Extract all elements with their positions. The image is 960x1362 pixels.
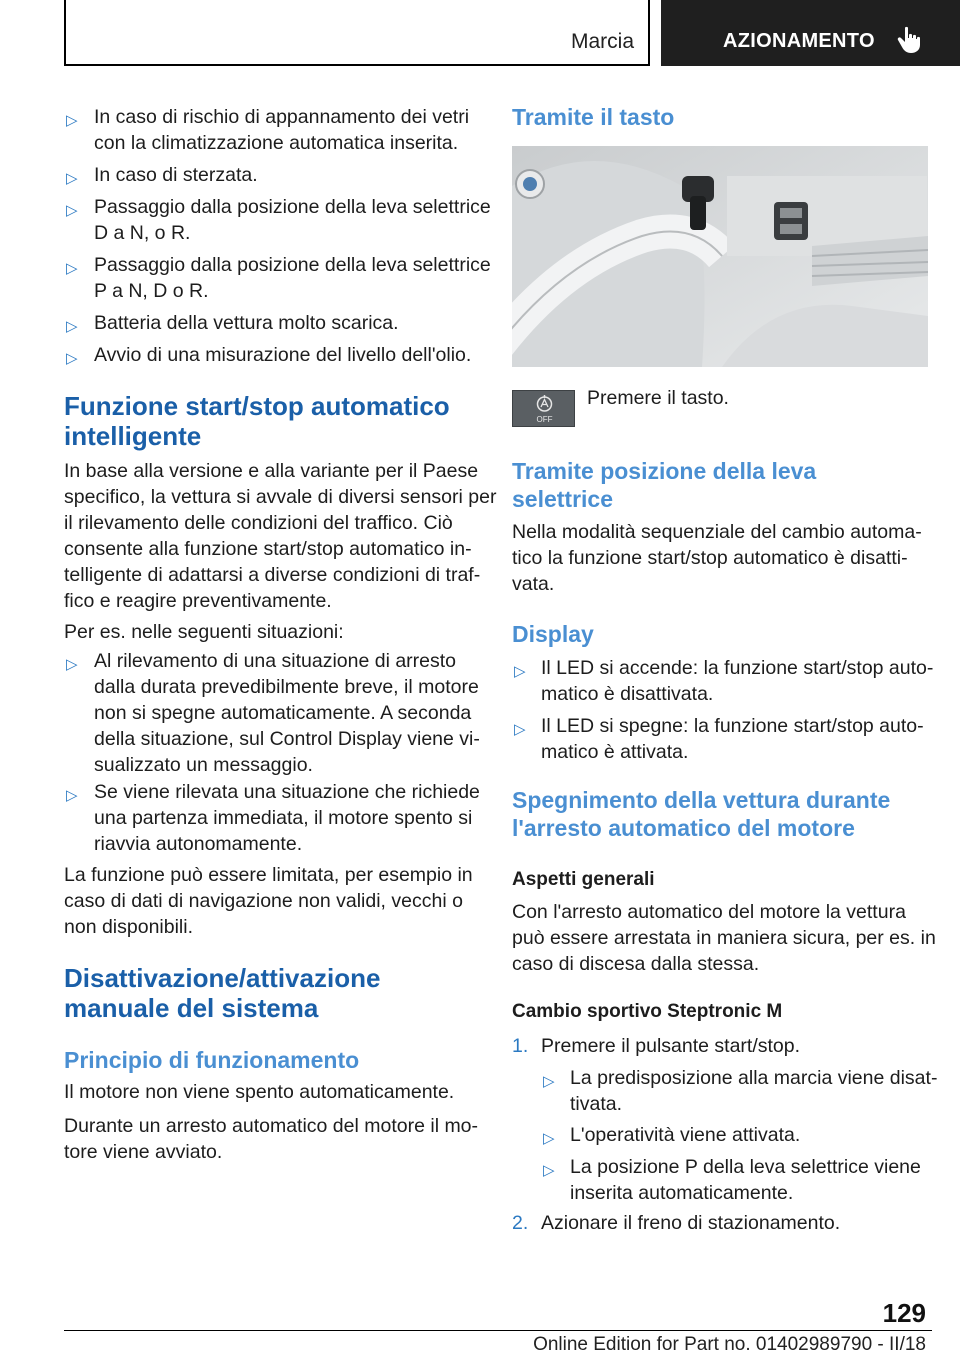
left-bullet-item: D a N, o R. [94, 222, 191, 244]
footer-rule [64, 1330, 932, 1331]
paragraph-lever: tico la funzione start/stop automatico è disatti- [512, 547, 908, 569]
paragraph-lever: vata. [512, 573, 555, 595]
header-left-rule [64, 0, 66, 66]
paragraph-intro: fico e reagire preventivamente. [64, 590, 332, 612]
situation-bullet-item: sualizzato un messaggio. [94, 754, 313, 776]
page-number: 129 [882, 1298, 926, 1328]
paragraph-intro: telligente di adattarsi a diverse condizioni di traf- [64, 564, 481, 586]
subheading-via-lever: selettrice [512, 486, 614, 512]
display-bullet-item: Il LED si accende: la funzione start/stop auto- [541, 657, 934, 679]
subheading-general: Aspetti generali [512, 869, 655, 890]
header-rule [64, 64, 650, 66]
bullet-triangle-icon: ▷ [543, 1130, 555, 1147]
left-bullet-item: con la climatizzazione automatica inserita. [94, 132, 459, 154]
bullet-triangle-icon: ▷ [66, 318, 78, 335]
paragraph-lever: Nella modalità sequenziale del cambio automa- [512, 521, 922, 543]
subheading-shutdown: Spegnimento della vettura durante [512, 787, 891, 813]
bullet-triangle-icon: ▷ [66, 202, 78, 219]
header-right-rule [648, 0, 650, 66]
bullet-triangle-icon: ▷ [514, 663, 526, 680]
header-chapter-tab[interactable] [661, 0, 960, 66]
paragraph-general: può essere arrestata in maniera sicura, per es. in [512, 927, 936, 949]
display-bullet-item: matico è disattivata. [541, 683, 714, 705]
paragraph-limitations: La funzione può essere limitata, per esempio in [64, 864, 473, 886]
situation-bullet-item: riavvia autonomamente. [94, 833, 303, 855]
step-sub-bullet-item: tivata. [570, 1093, 623, 1115]
step-sub-bullet-item: La posizione P della leva selettrice viene [570, 1156, 921, 1178]
subheading-via-button: Tramite il tasto [512, 104, 675, 130]
paragraph-general: Con l'arresto automatico del motore la vettura [512, 901, 906, 923]
footer-edition: Online Edition for Part no. 01402989790 - II/18 [533, 1334, 926, 1355]
situation-bullet-item: Al rilevamento di una situazione di arresto [94, 650, 457, 672]
svg-text:OFF: OFF [536, 415, 553, 424]
paragraph-principle-2: Durante un arresto automatico del motore il mo- [64, 1115, 479, 1137]
left-bullet-item: In caso di rischio di appannamento dei vetri [94, 106, 470, 128]
subheading-display: Display [512, 621, 594, 647]
step-text: Azionare il freno di stazionamento. [541, 1212, 841, 1234]
left-bullet-item: Passaggio dalla posizione della leva selettrice [94, 254, 491, 276]
paragraph-principle-1: Il motore non viene spento automaticamente. [64, 1081, 455, 1103]
section-heading-manual: manuale del sistema [64, 993, 319, 1023]
bullet-triangle-icon: ▷ [66, 170, 78, 187]
subheading-via-lever: Tramite posizione della leva [512, 458, 817, 484]
bullet-triangle-icon: ▷ [66, 787, 78, 804]
bullet-triangle-icon: ▷ [66, 350, 78, 367]
start-stop-off-button-icon [512, 390, 575, 427]
display-bullet-item: Il LED si spegne: la funzione start/stop auto- [541, 715, 924, 737]
step-sub-bullet-item: La predisposizione alla marcia viene disat- [570, 1067, 938, 1089]
section-heading-manual: Disattivazione/attivazione [64, 963, 381, 993]
display-bullet-item: matico è attivata. [541, 741, 689, 763]
paragraph-press-button: Premere il tasto. [587, 387, 729, 409]
left-bullet-item: Batteria della vettura molto scarica. [94, 312, 399, 334]
bullet-triangle-icon: ▷ [66, 112, 78, 129]
paragraph-limitations: caso di dati di navigazione non validi, vecchi o [64, 890, 463, 912]
bullet-triangle-icon: ▷ [66, 260, 78, 277]
section-heading-start-stop: Funzione start/stop automatico [64, 391, 450, 421]
section-heading-start-stop: intelligente [64, 421, 202, 451]
step-number: 1. [512, 1035, 529, 1057]
left-bullet-item: In caso di sterzata. [94, 164, 258, 186]
paragraph-general: caso di discesa dalla stessa. [512, 953, 760, 975]
header-section-label: Marcia [570, 30, 634, 53]
paragraph-examples: Per es. nelle seguenti situazioni: [64, 621, 344, 643]
situation-bullet-item: non si spegne automaticamente. A seconda [94, 702, 472, 724]
bullet-triangle-icon: ▷ [543, 1073, 555, 1090]
paragraph-intro: In base alla versione e alla variante per il Paese [64, 460, 479, 482]
bullet-triangle-icon: ▷ [543, 1162, 555, 1179]
dashboard-photo [512, 146, 928, 367]
step-text: Premere il pulsante start/stop. [541, 1035, 801, 1057]
left-bullet-item: Avvio di una misurazione del livello dell'olio. [94, 344, 472, 366]
subheading-shutdown: l'arresto automatico del motore [512, 815, 855, 841]
paragraph-principle-2: tore viene avviato. [64, 1141, 223, 1163]
paragraph-intro: specifico, la vettura si avvale di diversi sensori per [64, 486, 497, 508]
left-bullet-item: Passaggio dalla posizione della leva selettrice [94, 196, 491, 218]
bullet-triangle-icon: ▷ [66, 656, 78, 673]
hand-pointer-icon [897, 26, 923, 54]
situation-bullet-item: una partenza immediata, il motore spento si [94, 807, 473, 829]
subheading-steptronic: Cambio sportivo Steptronic M [512, 1001, 783, 1022]
paragraph-intro: il rilevamento delle condizioni del traffico. Ciò [64, 512, 453, 534]
chapter-tab-label: AZIONAMENTO [723, 30, 875, 52]
step-number: 2. [512, 1212, 529, 1234]
subheading-principle: Principio di funzionamento [64, 1047, 360, 1073]
step-sub-bullet-item: inserita automaticamente. [570, 1182, 794, 1204]
paragraph-limitations: non disponibili. [64, 916, 194, 938]
situation-bullet-item: della situazione, sul Control Display viene vi- [94, 728, 480, 750]
situation-bullet-item: dalla durata prevedibilmente breve, il motore [94, 676, 479, 698]
left-bullet-item: P a N, D o R. [94, 280, 209, 302]
paragraph-intro: consente alla funzione start/stop automatico in- [64, 538, 472, 560]
situation-bullet-item: Se viene rilevata una situazione che richiede [94, 781, 480, 803]
step-sub-bullet-item: L'operatività viene attivata. [570, 1124, 801, 1146]
bullet-triangle-icon: ▷ [514, 721, 526, 738]
